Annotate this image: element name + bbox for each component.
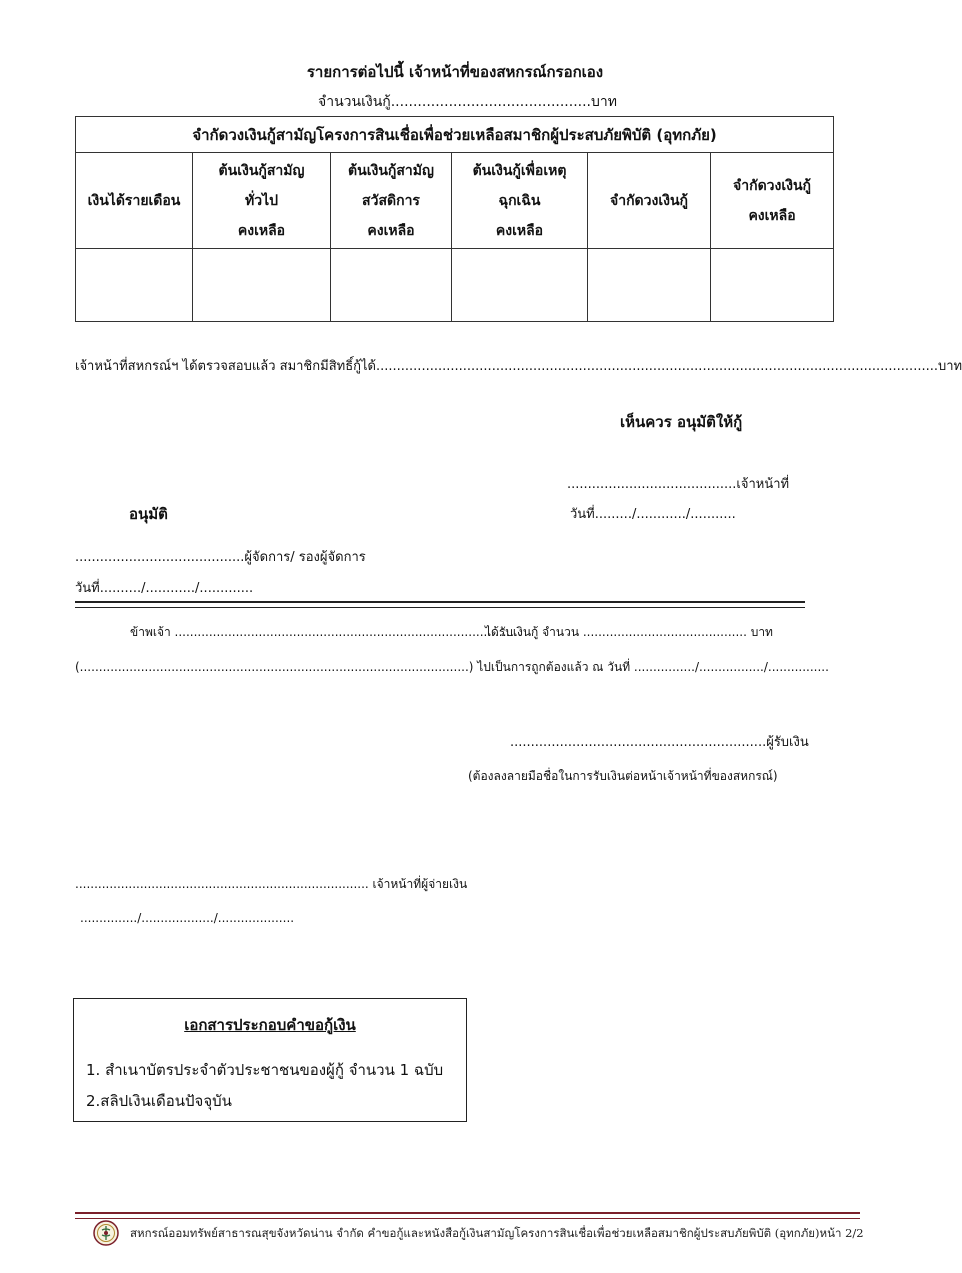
column-header-emergency-loan-remaining: ต้นเงินกู้เพื่อเหตุ ฉุกเฉิน คงเหลือ <box>452 153 588 249</box>
received-amount-line[interactable]: ได้รับเงินกู้ จำนวน ........................................... บาท <box>485 625 773 639</box>
officer-verification-line[interactable]: เจ้าหน้าที่สหกรณ์ฯ ได้ตรวจสอบแล้ว สมาชิกมีสิทธิ์กู้ได้........................................................................................................................................บาท <box>75 359 962 374</box>
required-documents-box <box>73 998 467 1122</box>
cell-emergency-loan-remaining[interactable] <box>452 249 588 322</box>
column-header-welfare-loan-remaining: ต้นเงินกู้สามัญ สวัสดิการ คงเหลือ <box>331 153 452 249</box>
column-header-monthly-income: เงินได้รายเดือน <box>76 153 193 249</box>
required-document-item: 2.สลิปเงินเดือนปัจจุบัน <box>86 1092 232 1110</box>
recommend-approval: เห็นควร อนุมัติให้กู้ <box>620 413 743 431</box>
footer-text: สหกรณ์ออมทรัพย์สาธารณสุขจังหวัดน่าน จำกัด คำขอกู้และหนังสือกู้เงินสามัญโครงการสินเชื่อเพื่อช่วยเหลือสมาชิกผู้ประสบภัยพิบัติ (อุทกภัย)หน้า 2/2 <box>130 1226 864 1240</box>
required-document-item: 1. สำเนาบัตรประจำตัวประชาชนของผู้กู้ จำนวน 1 ฉบับ <box>86 1061 444 1079</box>
receiver-name-line[interactable]: ข้าพเจ้า ........................................................................................... <box>130 625 522 639</box>
table-caption: จำกัดวงเงินกู้สามัญโครงการสินเชื่อเพื่อช่วยเหลือสมาชิกผู้ประสบภัยพิบัติ (อุทกภัย) <box>76 117 834 153</box>
cooperative-seal-icon <box>93 1220 119 1246</box>
receiver-signature-note: (ต้องลงลายมือชื่อในการรับเงินต่อหน้าเจ้าหน้าที่ของสหกรณ์) <box>468 769 778 783</box>
loan-amount-field[interactable]: จำนวนเงินกู้.............................................บาท <box>318 94 617 110</box>
column-header-loan-limit-remaining: จำกัดวงเงินกู้ คงเหลือ <box>711 153 834 249</box>
cell-general-loan-remaining[interactable] <box>193 249 331 322</box>
cell-monthly-income[interactable] <box>76 249 193 322</box>
loan-limit-table <box>75 116 834 322</box>
footer-divider <box>75 1212 860 1219</box>
form-section-title: รายการต่อไปนี้ เจ้าหน้าที่ของสหกรณ์กรอกเอง <box>306 63 604 81</box>
manager-signature-line[interactable]: .........................................ผู้จัดการ/ รองผู้จัดการ <box>75 550 366 565</box>
receiver-signature-line[interactable]: ..............................................................ผู้รับเงิน <box>510 735 809 750</box>
officer-signature-line[interactable]: .........................................เจ้าหน้าที่ <box>567 477 790 492</box>
officer-date-line[interactable]: วันที่........./............/........... <box>570 507 736 522</box>
cell-welfare-loan-remaining[interactable] <box>331 249 452 322</box>
column-header-loan-limit: จำกัดวงเงินกู้ <box>588 153 711 249</box>
amount-in-words-date-line[interactable]: (......................................................................................................) ไปเป็นการถูกต้องแล้ว ณ วันที่ ................/................./................ <box>75 660 829 674</box>
section-divider <box>75 601 805 608</box>
payer-date-line[interactable]: .............../.................../.................... <box>80 911 295 925</box>
payer-signature-line[interactable]: ............................................................................. เจ้าหน้าที่ผู้จ่ายเงิน <box>75 877 468 891</box>
cell-loan-limit[interactable] <box>588 249 711 322</box>
required-documents-title: เอกสารประกอบคำขอกู้เงิน <box>184 1016 356 1034</box>
cell-loan-limit-remaining[interactable] <box>711 249 834 322</box>
manager-date-line[interactable]: วันที่........../............/............. <box>75 581 254 596</box>
approve-label: อนุมัติ <box>129 505 168 523</box>
column-header-general-loan-remaining: ต้นเงินกู้สามัญ ทั่วไป คงเหลือ <box>193 153 331 249</box>
